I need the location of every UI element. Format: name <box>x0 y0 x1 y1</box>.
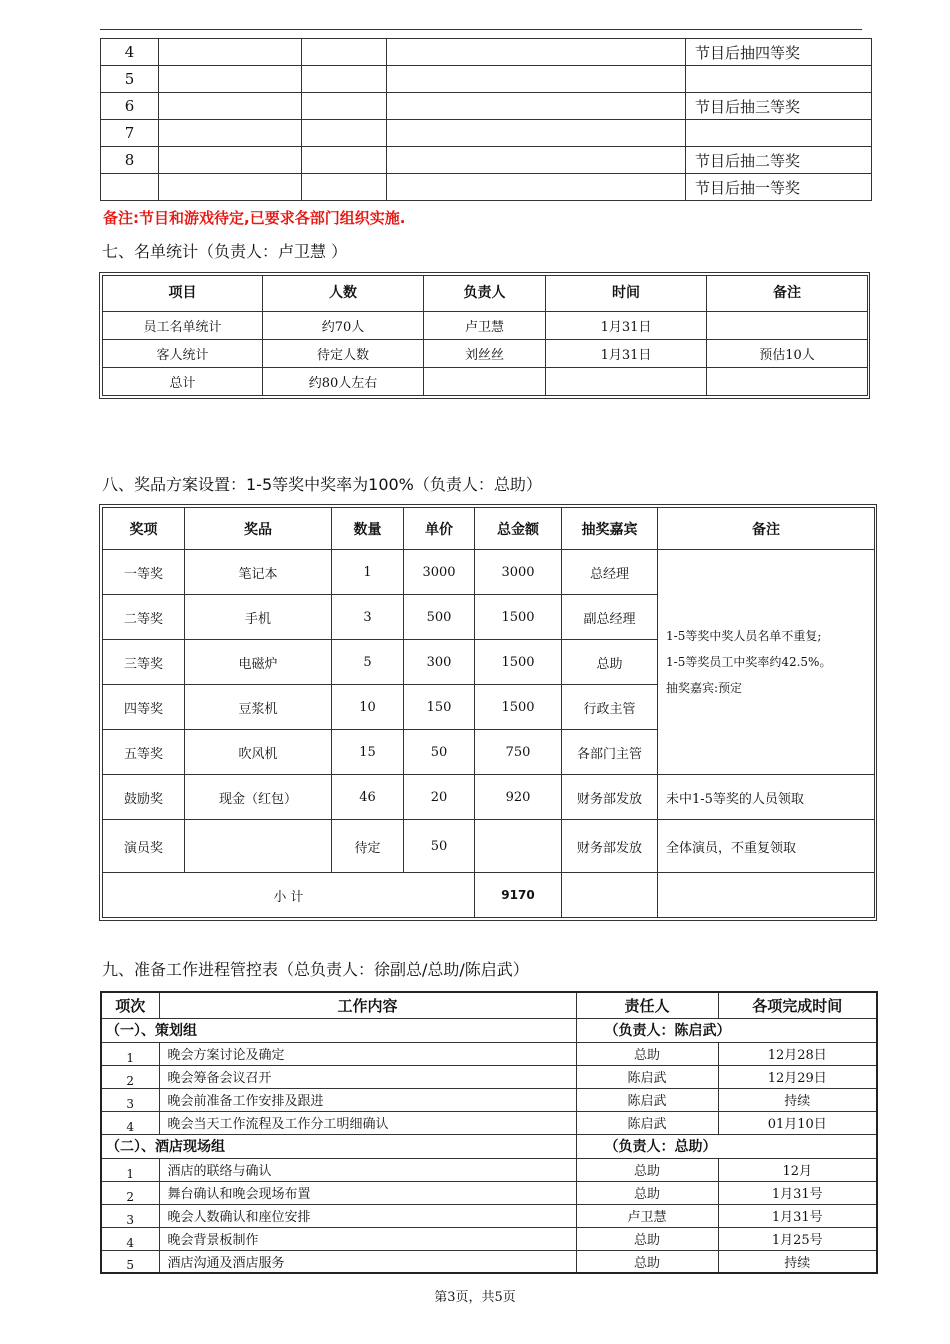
table-row <box>101 1088 877 1111</box>
due-date: 01月10日 <box>718 1111 877 1134</box>
table-row <box>101 1042 877 1065</box>
col-header: 责任人 <box>576 992 718 1018</box>
col-header: 备注 <box>658 508 875 550</box>
table-cell: 50 <box>404 730 475 775</box>
table-cell: 预估10人 <box>707 340 868 368</box>
table-row <box>103 550 875 595</box>
table-row <box>101 1250 877 1273</box>
work-content: 晚会筹备会议召开 <box>159 1065 576 1088</box>
table-cell: 财务部发放 <box>562 820 658 873</box>
table-cell: 500 <box>404 595 475 640</box>
table-cell: 1月31日 <box>546 340 707 368</box>
program-table <box>100 38 872 201</box>
table-cell: 约70人 <box>263 312 424 340</box>
remark-line: 抽奖嘉宾:预定 <box>666 681 743 695</box>
table-row <box>101 93 872 120</box>
table-cell: 20 <box>404 775 475 820</box>
header-rule <box>100 29 862 30</box>
owner: 陈启武 <box>576 1111 718 1134</box>
row-remark <box>686 66 872 93</box>
table-cell: 约80人左右 <box>263 368 424 396</box>
table-row <box>101 39 872 66</box>
owner: 陈启武 <box>576 1088 718 1111</box>
subtotal-row <box>103 873 875 918</box>
table-cell: 15 <box>332 730 404 775</box>
table-cell: 五等奖 <box>103 730 185 775</box>
table-cell: 总计 <box>103 368 263 396</box>
subtotal-label: 小 计 <box>103 873 475 918</box>
row-number: 8 <box>101 147 159 174</box>
work-content: 舞台确认和晚会现场布置 <box>159 1181 576 1204</box>
table-row <box>101 120 872 147</box>
table-cell <box>707 368 868 396</box>
section8-title: 八、奖品方案设置：1-5等奖中奖率为100%（负责人：总助） <box>102 475 542 494</box>
due-date: 1月31号 <box>718 1181 877 1204</box>
table-row <box>103 820 875 873</box>
table-row <box>103 312 868 340</box>
col-header: 奖项 <box>103 508 185 550</box>
table-cell: 员工名单统计 <box>103 312 263 340</box>
owner: 总助 <box>576 1181 718 1204</box>
table-cell <box>707 312 868 340</box>
table-cell: 总经理 <box>562 550 658 595</box>
col-header: 数量 <box>332 508 404 550</box>
table-cell: 全体演员，不重复领取 <box>658 820 875 873</box>
table-cell: 待定人数 <box>263 340 424 368</box>
remark-line: 1-5等奖中奖人员名单不重复; <box>666 629 822 643</box>
row-remark: 节目后抽三等奖 <box>686 93 872 120</box>
work-content: 酒店的联络与确认 <box>159 1158 576 1181</box>
row-number: 7 <box>101 120 159 147</box>
group-name: （二）、酒店现场组 <box>101 1134 576 1158</box>
table-header-row <box>103 276 868 312</box>
table-cell: 卢卫慧 <box>424 312 546 340</box>
table-cell: 46 <box>332 775 404 820</box>
table-cell: 财务部发放 <box>562 775 658 820</box>
subtotal-value: 9170 <box>475 873 562 918</box>
table-row <box>103 775 875 820</box>
work-content: 晚会前准备工作安排及跟进 <box>159 1088 576 1111</box>
item-number: 2 <box>101 1065 159 1088</box>
table-cell: 二等奖 <box>103 595 185 640</box>
owner: 卢卫慧 <box>576 1204 718 1227</box>
table-cell: 150 <box>404 685 475 730</box>
table-cell: 副总经理 <box>562 595 658 640</box>
due-date: 1月25号 <box>718 1227 877 1250</box>
table-cell: 待定 <box>332 820 404 873</box>
due-date: 持续 <box>718 1088 877 1111</box>
owner: 总助 <box>576 1250 718 1273</box>
item-number: 3 <box>101 1088 159 1111</box>
row-number: 4 <box>101 39 159 66</box>
table-cell: 1 <box>332 550 404 595</box>
work-content: 晚会方案讨论及确定 <box>159 1042 576 1065</box>
table-cell: 3 <box>332 595 404 640</box>
table-header-row <box>103 508 875 550</box>
roster-table <box>102 275 868 396</box>
table-row <box>101 174 872 201</box>
table-row <box>101 1111 877 1134</box>
table-cell: 刘丝丝 <box>424 340 546 368</box>
row-remark: 节目后抽一等奖 <box>686 174 872 201</box>
item-number: 3 <box>101 1204 159 1227</box>
table-cell <box>185 820 332 873</box>
table-cell: 行政主管 <box>562 685 658 730</box>
table-cell: 1500 <box>475 685 562 730</box>
table-row <box>101 147 872 174</box>
row-number <box>101 174 159 201</box>
table-cell: 鼓励奖 <box>103 775 185 820</box>
item-number: 4 <box>101 1111 159 1134</box>
owner: 总助 <box>576 1158 718 1181</box>
group-name: （一）、策划组 <box>101 1018 576 1042</box>
col-header: 单价 <box>404 508 475 550</box>
group-header-row <box>101 1134 877 1158</box>
table-cell: 5 <box>332 640 404 685</box>
row-number: 5 <box>101 66 159 93</box>
table-row <box>101 66 872 93</box>
col-header: 抽奖嘉宾 <box>562 508 658 550</box>
item-number: 4 <box>101 1227 159 1250</box>
table-cell: 演员奖 <box>103 820 185 873</box>
table-row <box>101 1181 877 1204</box>
table-cell: 电磁炉 <box>185 640 332 685</box>
col-header: 总金额 <box>475 508 562 550</box>
table-cell: 吹风机 <box>185 730 332 775</box>
table-cell: 现金（红包） <box>185 775 332 820</box>
table-cell: 手机 <box>185 595 332 640</box>
table-cell: 3000 <box>475 550 562 595</box>
row-remark: 节目后抽四等奖 <box>686 39 872 66</box>
work-content: 晚会当天工作流程及工作分工明细确认 <box>159 1111 576 1134</box>
table-cell: 300 <box>404 640 475 685</box>
group-lead: （负责人：总助） <box>576 1134 877 1158</box>
section7-title: 七、名单统计（负责人：卢卫慧 ） <box>102 242 348 261</box>
red-note: 备注:节目和游戏待定,已要求各部门组织实施. <box>103 209 406 227</box>
col-header: 人数 <box>263 276 424 312</box>
table-header-row <box>101 992 877 1018</box>
table-cell <box>424 368 546 396</box>
page-footer: 第3页，共5页 <box>434 1290 516 1305</box>
table-cell: 920 <box>475 775 562 820</box>
table-cell: 未中1-5等奖的人员领取 <box>658 775 875 820</box>
work-content: 晚会人数确认和座位安排 <box>159 1204 576 1227</box>
table-cell: 各部门主管 <box>562 730 658 775</box>
table-row <box>101 1158 877 1181</box>
table-cell: 1月31日 <box>546 312 707 340</box>
due-date: 12月28日 <box>718 1042 877 1065</box>
col-header: 负责人 <box>424 276 546 312</box>
row-remark <box>686 120 872 147</box>
table-row <box>101 1227 877 1250</box>
due-date: 持续 <box>718 1250 877 1273</box>
item-number: 1 <box>101 1042 159 1065</box>
table-cell: 3000 <box>404 550 475 595</box>
table-row <box>103 368 868 396</box>
merged-remark <box>658 550 875 775</box>
table-cell: 四等奖 <box>103 685 185 730</box>
remark-line: 1-5等奖员工中奖率约42.5%。 <box>666 655 832 669</box>
group-header-row <box>101 1018 877 1042</box>
due-date: 1月31号 <box>718 1204 877 1227</box>
item-number: 1 <box>101 1158 159 1181</box>
table-cell: 三等奖 <box>103 640 185 685</box>
col-header: 工作内容 <box>159 992 576 1018</box>
table-cell: 1500 <box>475 595 562 640</box>
table-cell: 客人统计 <box>103 340 263 368</box>
table-row <box>101 1204 877 1227</box>
section9-title: 九、准备工作进程管控表（总负责人：徐副总/总助/陈启武） <box>102 960 529 979</box>
owner: 总助 <box>576 1042 718 1065</box>
table-row <box>101 1065 877 1088</box>
row-number: 6 <box>101 93 159 120</box>
table-cell <box>546 368 707 396</box>
due-date: 12月29日 <box>718 1065 877 1088</box>
col-header: 项目 <box>103 276 263 312</box>
due-date: 12月 <box>718 1158 877 1181</box>
item-number: 5 <box>101 1250 159 1273</box>
table-cell: 50 <box>404 820 475 873</box>
table-row <box>103 340 868 368</box>
col-header: 项次 <box>101 992 159 1018</box>
owner: 总助 <box>576 1227 718 1250</box>
table-cell: 10 <box>332 685 404 730</box>
table-cell: 一等奖 <box>103 550 185 595</box>
col-header: 时间 <box>546 276 707 312</box>
col-header: 奖品 <box>185 508 332 550</box>
item-number: 2 <box>101 1181 159 1204</box>
work-content: 酒店沟通及酒店服务 <box>159 1250 576 1273</box>
table-cell: 750 <box>475 730 562 775</box>
col-header: 备注 <box>707 276 868 312</box>
col-header: 各项完成时间 <box>718 992 877 1018</box>
table-cell: 豆浆机 <box>185 685 332 730</box>
work-content: 晚会背景板制作 <box>159 1227 576 1250</box>
prize-table <box>102 507 875 918</box>
table-cell: 笔记本 <box>185 550 332 595</box>
table-cell: 1500 <box>475 640 562 685</box>
group-lead: （负责人：陈启武） <box>576 1018 877 1042</box>
owner: 陈启武 <box>576 1065 718 1088</box>
row-remark: 节目后抽二等奖 <box>686 147 872 174</box>
progress-table <box>100 991 878 1274</box>
table-cell <box>475 820 562 873</box>
table-cell: 总助 <box>562 640 658 685</box>
